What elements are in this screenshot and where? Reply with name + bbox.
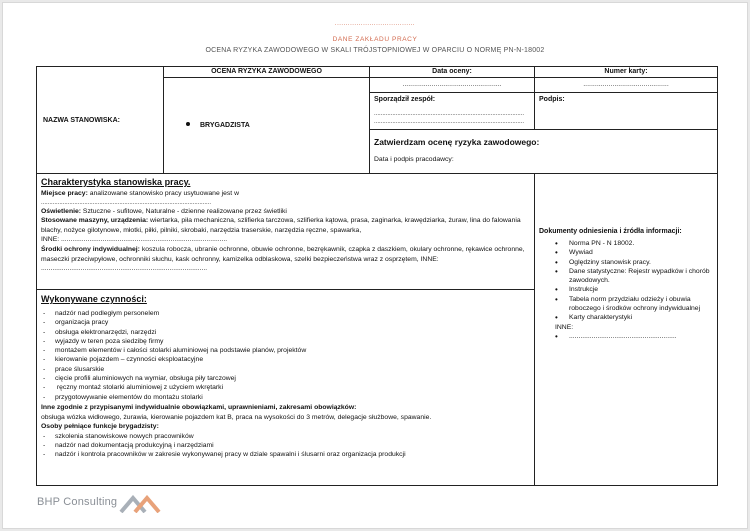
activity-item: - przygotowywanie elementów do montażu stolarki: [43, 393, 203, 401]
activity-item: - organizacja pracy: [43, 319, 109, 327]
foreman-item: - nadzór i kontrola pracowników w zakresie wykonywanej pracy w dziale spawalni i ślusarni oraz organizacja produkcji: [43, 451, 406, 459]
risk-assessment-table: [36, 66, 718, 486]
references-title: Dokumenty odniesienia i źródła informacji:: [539, 228, 682, 235]
position-name-label: NAZWA STANOWISKA:: [37, 67, 164, 174]
reference-item: • Instrukcje: [555, 285, 717, 294]
machines-other: INNE: ........................................................................................: [41, 236, 228, 244]
ppe-text: [37, 245, 534, 274]
lighting-value: Sztuczne - sufitowe, Naturalne - dzienne realizowane przez świetliki: [81, 207, 287, 215]
references-other-list: [535, 332, 717, 341]
team-label: Sporządził zespół:: [374, 96, 436, 103]
reference-item: • Dane statystyczne: Rejestr wypadków i chorób zawodowych.: [555, 267, 717, 286]
company-logo-icon: [117, 495, 167, 513]
company-logo-text: BHP Consulting: [37, 496, 118, 508]
risk-assessment-header: OCENA RYZYKA ZAWODOWEGO: [164, 67, 370, 78]
reference-item: • Wywiad: [555, 248, 717, 257]
reference-item: • Oględziny stanowisk pracy.: [555, 258, 717, 267]
document-subtitle: OCENA RYZYKA ZAWODOWEGO W SKALI TRÓJSTOPNIOWEJ W OPARCIU O NORMĘ PN-N-18002: [205, 47, 545, 54]
assessment-date-header: Data oceny:: [370, 67, 535, 78]
reference-item: • Norma PN - N 18002.: [555, 239, 717, 248]
activities-list: [37, 309, 534, 402]
workplace-dots: ......................................................................................................: [41, 199, 212, 206]
company-placeholder: .....................................: [334, 21, 416, 27]
reference-item: • Karty charakterystyki: [555, 313, 717, 322]
activities-section: [37, 290, 535, 486]
lighting-text: [37, 207, 534, 217]
activity-item: - cięcie profili aluminiowych na wymiar, obsługa piły tarczowej: [43, 375, 236, 383]
machines-label: Stosowane maszyny, urządzenia:: [41, 217, 149, 225]
references-section: [535, 174, 718, 486]
workplace-text: [37, 189, 534, 199]
card-number-field[interactable]: ............................................: [535, 78, 718, 93]
characteristics-section: [37, 174, 535, 290]
activity-item: - kierowanie pojazdem – czynności eksploatacyjne: [43, 356, 204, 364]
machines-value: wiertarka, piła mechaniczna, szlifierka tarczowa, szlifierka kątowa, prasa, zaginarka, krawędziarka, żuraw, lina do falowania blachy, nożyce gilotynowe, młotki, piłki, pilniki, skrobaki, narzędzia traserskie, narzędzia ręczne, spawarka,: [41, 217, 521, 234]
lighting-label: Oświetlenie:: [41, 207, 82, 215]
references-other-label: INNE:: [555, 323, 574, 331]
activity-item: - prace ślusarskie: [43, 365, 105, 373]
signature-cell: [535, 93, 718, 130]
activities-title: Wykonywane czynności:: [41, 294, 147, 304]
approval-cell: [370, 130, 718, 174]
machines-text: [37, 216, 534, 235]
workplace-value: analizowane stanowisko pracy usytuowane jest w: [87, 190, 239, 197]
activity-item: - nadzór nad podległym personelem: [43, 310, 160, 317]
card-number-header: Numer karty:: [535, 67, 718, 78]
foreman-item: - nadzór nad dokumentacją produkcyjną i narzędziami: [43, 442, 214, 450]
characteristics-title: Charakterystyka stanowiska pracy.: [41, 177, 191, 187]
team-cell: [370, 93, 535, 130]
bullet-icon: [186, 122, 190, 126]
activity-item: - obsługa elektronarzędzi, narzędzi: [43, 328, 157, 336]
foreman-list: [37, 432, 534, 460]
team-field-2[interactable]: ..........................................................................................: [374, 119, 525, 125]
other-duties-label: Inne zgodnie z przypisanymi indywidualnie obowiązkami, uprawnieniami, zakresami obowiązków:: [41, 403, 357, 411]
company-title: DANE ZAKŁADU PRACY: [332, 36, 418, 43]
workplace-label: Miejsce pracy:: [41, 190, 88, 197]
employer-signature-label: Data i podpis pracodawcy:: [374, 156, 454, 163]
foreman-label: Osoby pełniące funkcje brygadzisty:: [41, 423, 159, 431]
activity-item: - wyjazdy w teren poza siedzibę firmy: [43, 337, 164, 345]
other-duties-text: obsługa wózka widłowego, żurawia, kierowanie pojazdem kat B, praca na wysokości do 3 metrów, delegacje służbowe, spawanie.: [41, 413, 432, 421]
ppe-value: koszula robocza, ubranie ochronne, obuwie ochronne, bezrękawnik, czapka z daszkiem, okulary ochronne, rękawice ochronne, maseczki przeciwpyłowe, ochronniki słuchu, kask ochronny, kamizelka odblaskowa, szelki bezpieczeństwa wraz z osprzętem, INNE: ........................................................................................: [41, 245, 525, 273]
team-field-1[interactable]: ..........................................................................................: [374, 111, 525, 117]
activity-item: - montażem elementów i całości stolarki aluminiowej na podstawie planów, projektów: [43, 347, 307, 355]
references-other-dots: • .........................................................: [555, 332, 717, 341]
ppe-label: Środki ochrony indywidualnej:: [41, 245, 140, 253]
position-name: BRYGADZISTA: [200, 122, 250, 129]
approval-label: Zatwierdzam ocenę ryzyka zawodowego:: [374, 137, 540, 147]
reference-item: • Tabela norm przydziału odzieży i obuwia roboczego i środków ochrony indywidualnej: [555, 295, 717, 314]
foreman-item: - szkolenia stanowiskowe nowych pracowników: [43, 432, 194, 440]
signature-label: Podpis:: [539, 96, 565, 103]
assessment-date-field[interactable]: ...................................................: [370, 78, 535, 93]
references-list: [535, 239, 717, 323]
position-cell: [164, 78, 370, 174]
document-page: [2, 2, 748, 529]
activity-item: - ręczny montaż stolarki aluminiowej z użyciem wkrętarki: [43, 384, 224, 392]
